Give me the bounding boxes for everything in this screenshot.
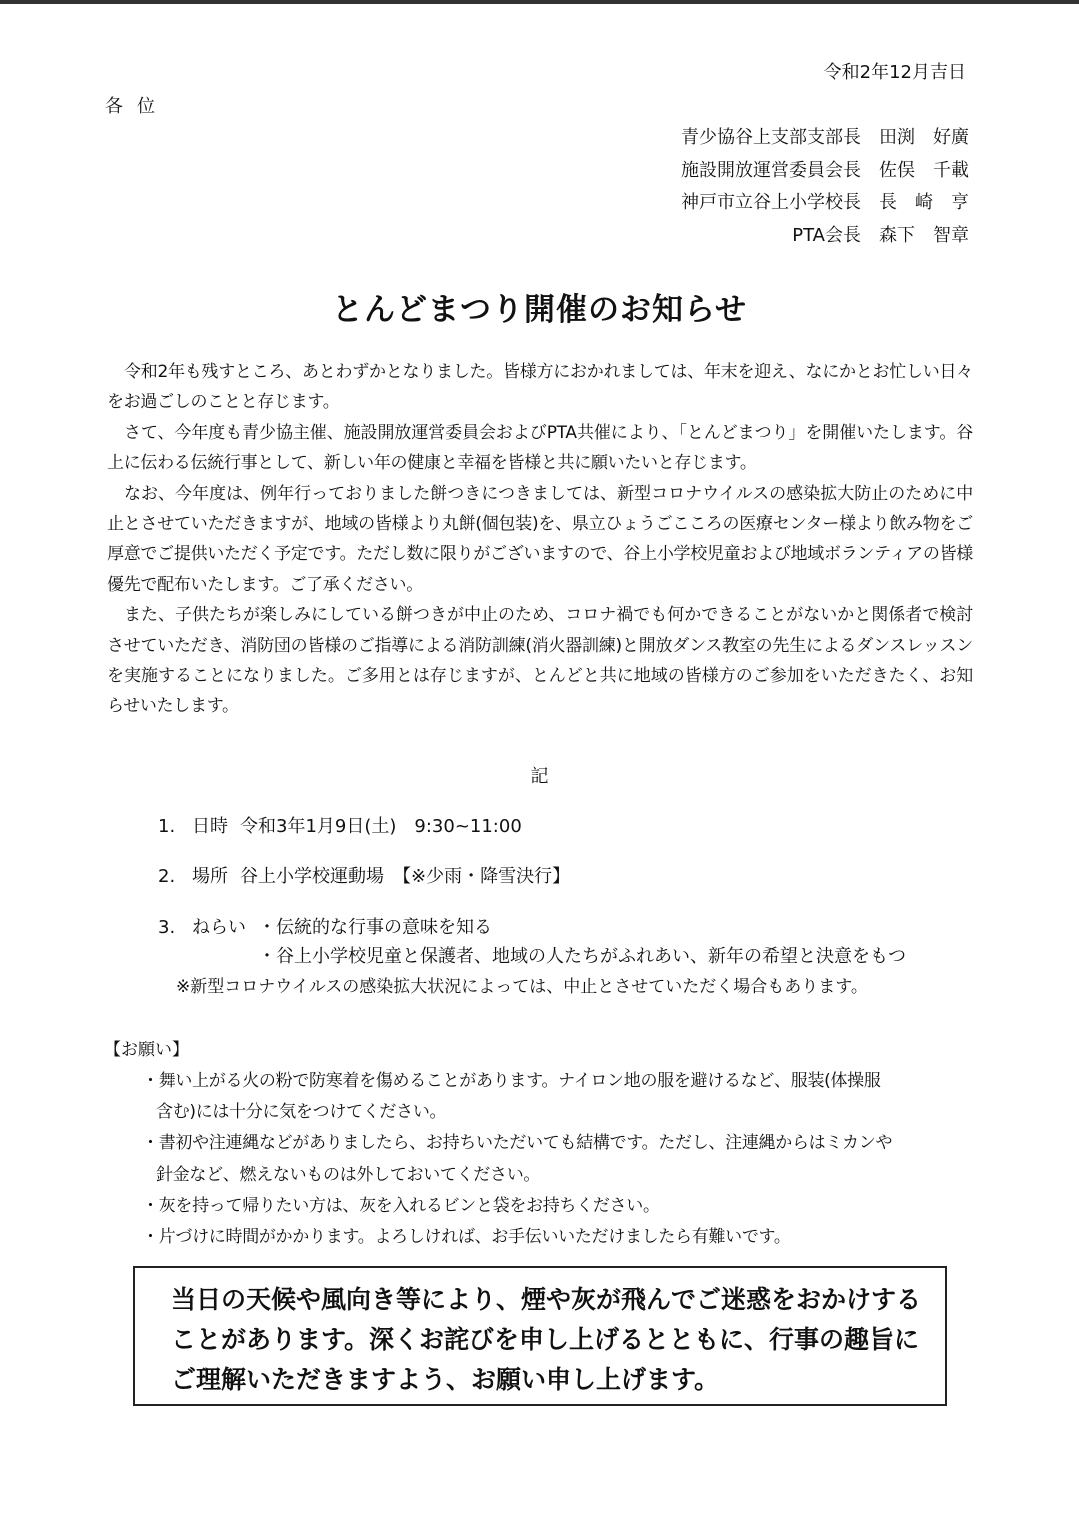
requests-heading: 【お願い】 xyxy=(104,1040,189,1060)
ki-heading: 記 xyxy=(530,766,549,787)
apology-notice-box xyxy=(133,1266,947,1406)
sender-line: 神戸市立谷上小学校長 長 崎 亨 xyxy=(681,192,969,213)
request-item-continued: 針金など、燃えないものは外しておいてください。 xyxy=(156,1164,541,1185)
cancellation-note: ※新型コロナウイルスの感染拡大状況によっては、中止とさせていただく場合もあります。 xyxy=(176,977,868,997)
sender-list xyxy=(681,122,969,252)
request-item: ・灰を持って帰りたい方は、灰を入れるビンと袋をお持ちください。 xyxy=(142,1195,660,1216)
scan-top-edge xyxy=(0,0,1079,4)
item-key: ねらい xyxy=(192,917,246,938)
item-number: 3. xyxy=(158,917,176,938)
body-paragraph: さて、今年度も青少協主催、施設開放運営委員会およびPTA共催により、「とんどまつり」を開催いたします。谷上に伝わる伝統行事として、新しい年の健康と幸福を皆様と共に願いたいと存じます。 xyxy=(107,422,973,474)
body-text xyxy=(107,357,973,722)
request-item-continued: 含む)には十分に気をつけてください。 xyxy=(156,1102,447,1123)
sender-line: 青少協谷上支部支部長 田渕 好廣 xyxy=(681,127,969,148)
sender-line: PTA会長 森下 智章 xyxy=(792,224,969,246)
body-paragraph: 令和2年も残すところ、あとわずかとなりました。皆様方におかれましては、年末を迎え、なにかとお忙しい日々をお過ごしのことと存じます。 xyxy=(107,362,973,413)
request-item: ・書初や注連縄などがありましたら、お持ちいただいても結構です。ただし、注連縄からはミカンや xyxy=(142,1133,893,1154)
item-key: 日時 xyxy=(192,816,228,837)
detail-item-aims-second: ・谷上小学校児童と保護者、地域の人たちがふれあい、新年の希望と決意をもつ xyxy=(258,946,906,967)
request-item: ・舞い上がる火の粉で防寒着を傷めることがあります。ナイロン地の服を避けるなど、服装(体操服 xyxy=(142,1071,881,1091)
item-value: 谷上小学校運動場 【※少雨・降雪決行】 xyxy=(240,866,571,887)
item-number: 2. xyxy=(158,866,176,887)
request-item: ・片づけに時間がかかります。よろしければ、お手伝いいただけましたら有難いです。 xyxy=(142,1227,791,1248)
body-paragraph: また、子供たちが楽しみにしている餅つきが中止のため、コロナ禍でも何かできることがないかと関係者で検討させていただき、消防団の皆様のご指導による消防訓練(消火器訓練)と開放ダンス教室の先生によるダンスレッスンを実施することになりました。ご多用とは存じますが、とんどと共に地域の皆様方のご参加をいただきたく、お知らせいたします。 xyxy=(107,605,973,717)
detail-item-aims xyxy=(158,913,492,939)
detail-item-datetime xyxy=(158,812,522,838)
item-number: 1. xyxy=(158,816,176,837)
apology-notice-text: 当日の天候や風向き等により、煙や灰が飛んでご迷惑をおかけすることがあります。深くお詫びを申し上げるとともに、行事の趣旨にご理解いただきますよう、お願い申し上げます。 xyxy=(171,1285,922,1394)
detail-item-place xyxy=(158,862,570,888)
item-value: 令和3年1月9日(土) 9:30~11:00 xyxy=(240,816,522,837)
sender-line: 施設開放運営委員会長 佐俣 千載 xyxy=(681,159,969,181)
item-key: 場所 xyxy=(192,866,228,887)
document-title: とんどまつり開催のお知らせ xyxy=(331,292,748,328)
item-value: ・伝統的な行事の意味を知る xyxy=(258,917,492,938)
issue-date: 令和2年12月吉日 xyxy=(823,62,966,83)
body-paragraph: なお、今年度は、例年行っておりました餅つきにつきましては、新型コロナウイルスの感染拡大防止のために中止とさせていただきますが、地域の皆様より丸餅(個包装)を、県立ひょうごこころの医療センター様より飲み物をご厚意でご提供いただく予定です。ただし数に限りがございますので、谷上小学校児童および地域ボランティアの皆様優先で配布いたします。ご了承ください。 xyxy=(107,483,973,595)
requests-list xyxy=(142,1066,982,1253)
recipient: 各位 xyxy=(105,96,169,117)
